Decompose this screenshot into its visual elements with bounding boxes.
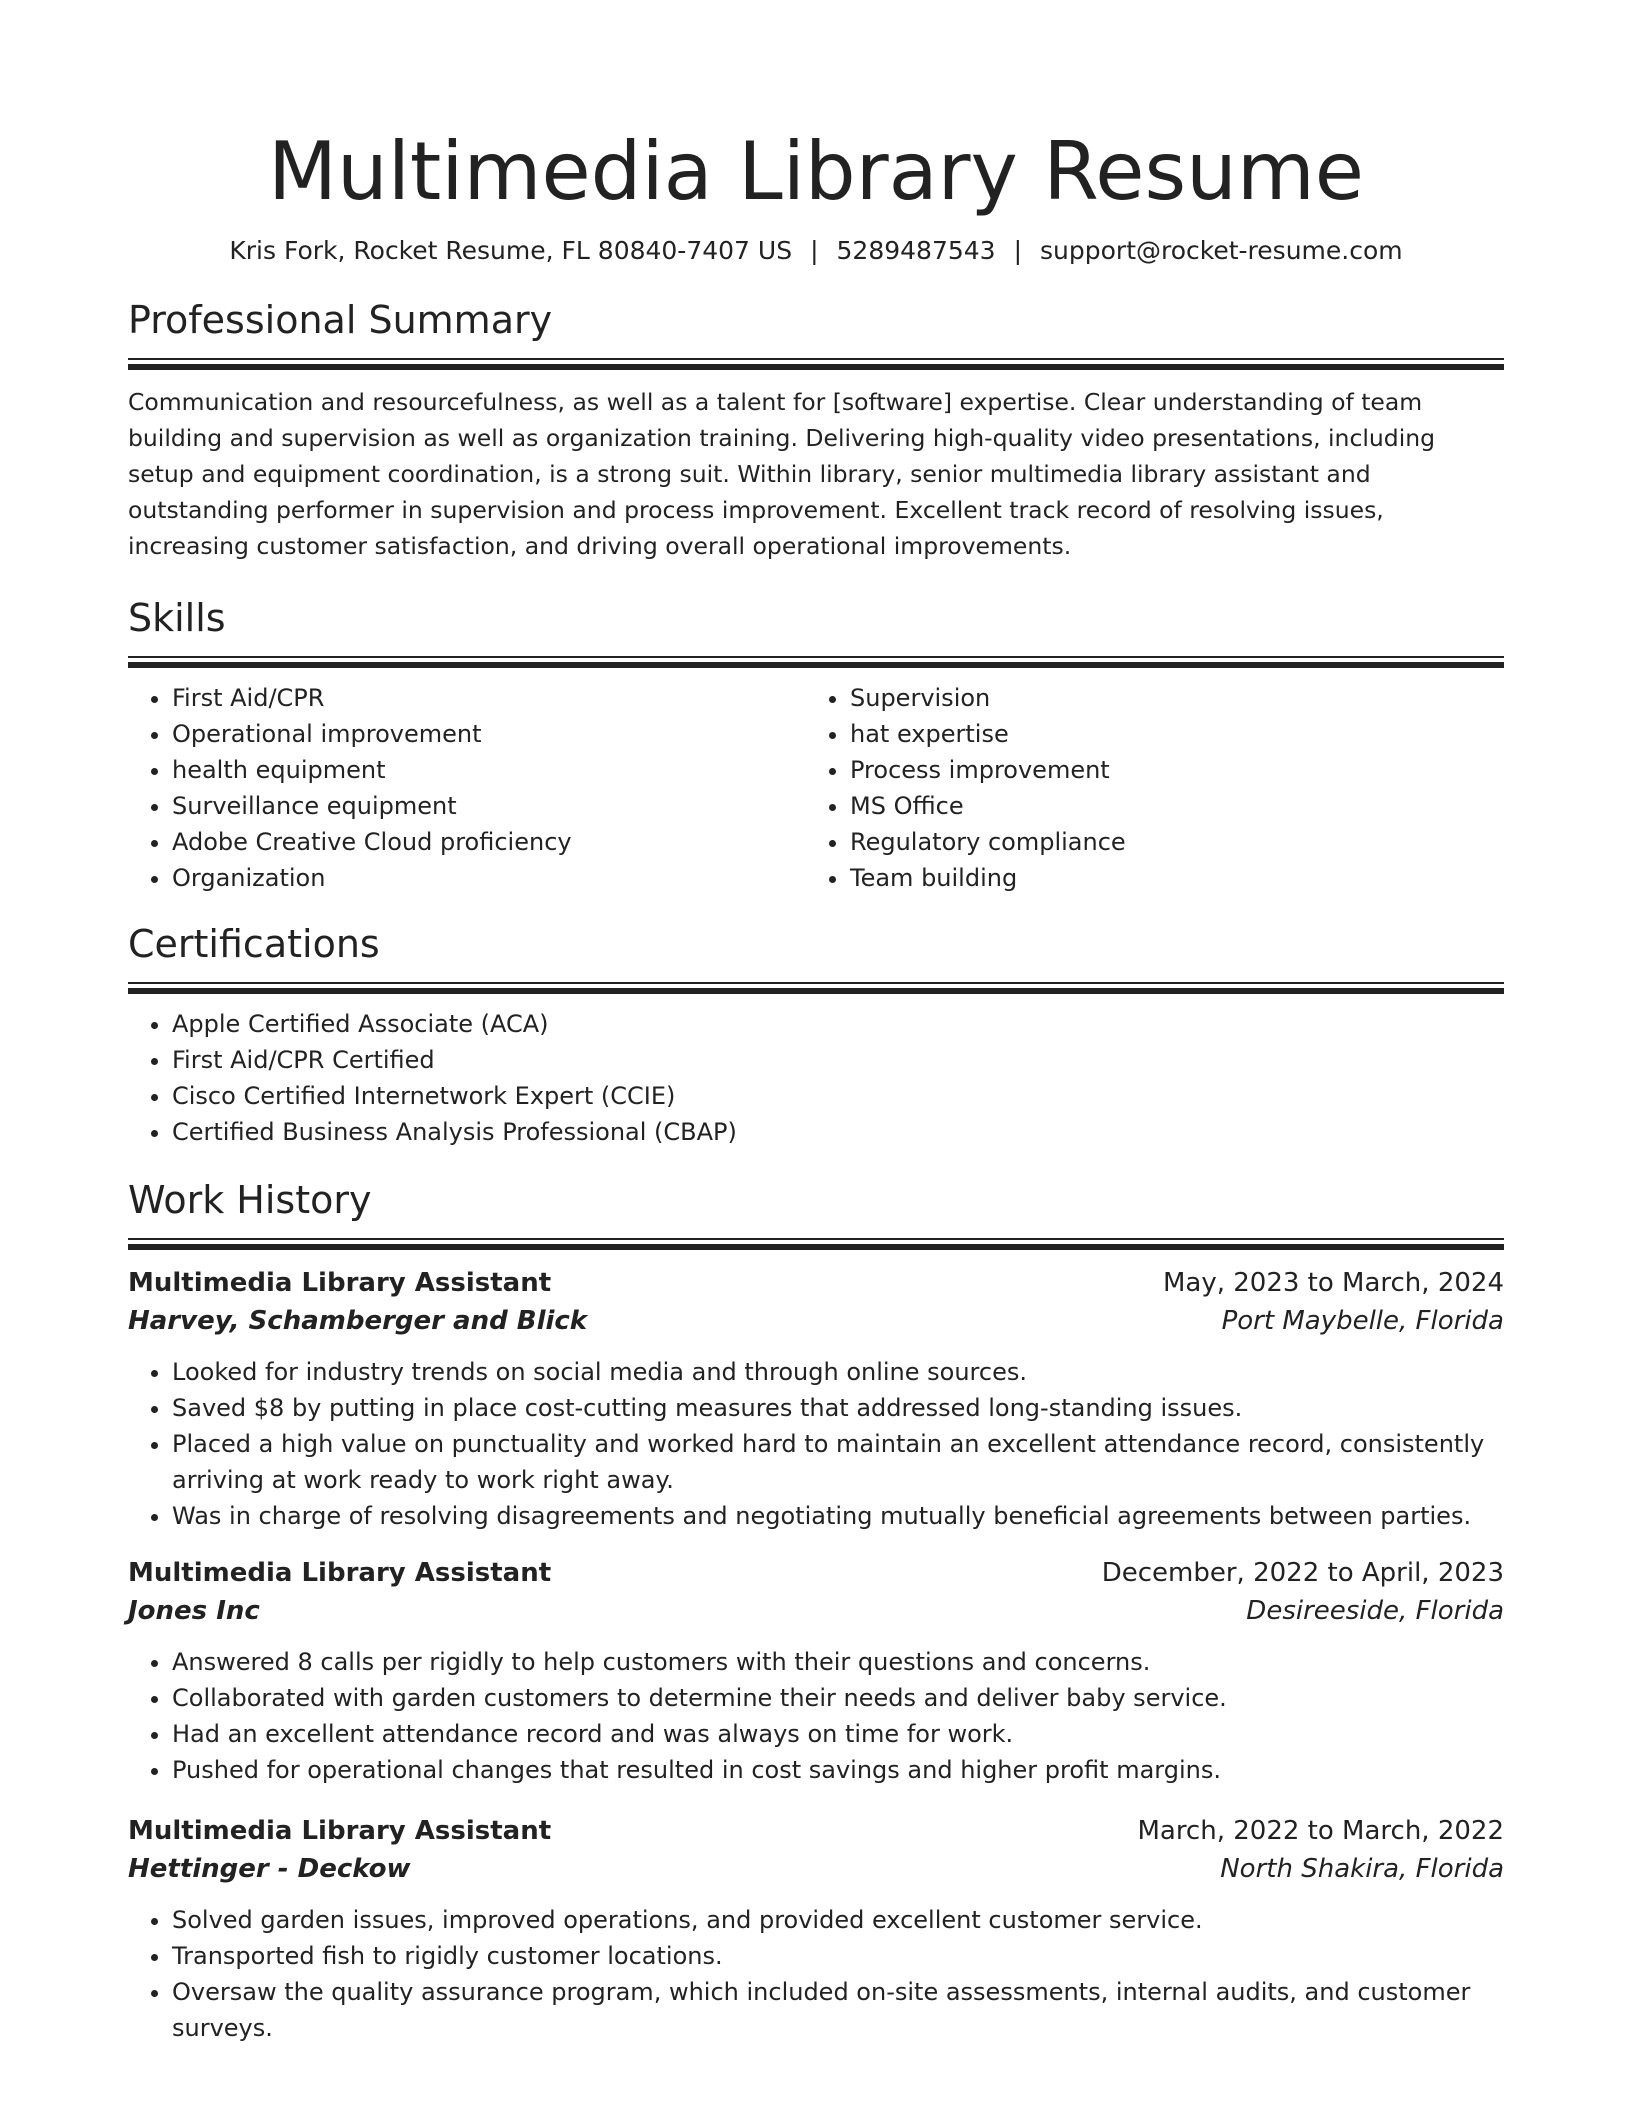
contact-phone: 5289487543	[836, 236, 996, 265]
job-entry	[128, 1812, 1504, 2046]
job-header	[128, 1554, 1504, 1592]
work-history-section	[128, 1176, 1504, 2046]
job-title: Multimedia Library Assistant	[128, 1268, 552, 1298]
section-divider	[128, 1238, 1504, 1250]
contact-email: support@rocket-resume.com	[1040, 236, 1403, 265]
skill-item: • Adobe Creative Cloud proficiency	[172, 824, 806, 860]
job-dates: May, 2023 to March, 2024	[1162, 1268, 1504, 1298]
job-bullet: • Oversaw the quality assurance program, which included on-site assessments, internal audits, and customer surveys.	[172, 1974, 1504, 2046]
job-company: Hettinger - Deckow	[128, 1854, 411, 1884]
job-title: Multimedia Library Assistant	[128, 1816, 552, 1846]
job-bullet: • Saved $8 by putting in place cost-cutting measures that addressed long-standing issues.	[172, 1390, 1504, 1426]
certification-item: • Certified Business Analysis Professional (CBAP)	[172, 1114, 1504, 1150]
job-subheader	[128, 1302, 1504, 1340]
certification-item: • First Aid/CPR Certified	[172, 1042, 1504, 1078]
contact-separator: |	[810, 236, 819, 265]
summary-section	[128, 296, 1504, 564]
skills-column-right	[806, 680, 1484, 896]
skill-item: • Team building	[850, 860, 1484, 896]
job-title: Multimedia Library Assistant	[128, 1558, 552, 1588]
job-entry	[128, 1264, 1504, 1534]
certifications-heading: Certifications	[128, 922, 380, 966]
skills-columns	[128, 680, 1504, 896]
job-header	[128, 1812, 1504, 1850]
summary-text: Communication and resourcefulness, as well as a talent for [software] expertise. Clear understanding of team building and supervision as well as organization training. Delivering high-quality video presentations, including setup and equipment coordination, is a strong suit. Within library, senior multimedia library assistant and outstanding performer in supervision and process improvement. Excellent track record of resolving issues, increasing customer satisfaction, and driving overall operational improvements.	[128, 388, 1436, 560]
job-header	[128, 1264, 1504, 1302]
contact-line	[128, 234, 1504, 268]
job-bullet: • Had an excellent attendance record and was always on time for work.	[172, 1716, 1504, 1752]
job-location: Port Maybelle, Florida	[1221, 1306, 1504, 1336]
job-bullet: • Pushed for operational changes that resulted in cost savings and higher profit margins.	[172, 1752, 1504, 1788]
resume-page	[128, 0, 1504, 2046]
job-bullet: • Answered 8 calls per rigidly to help customers with their questions and concerns.	[172, 1644, 1504, 1680]
certification-item: • Apple Certified Associate (ACA)	[172, 1006, 1504, 1042]
work-history-heading: Work History	[128, 1178, 372, 1222]
job-location: North Shakira, Florida	[1220, 1854, 1504, 1884]
skills-column-left	[128, 680, 806, 896]
section-divider	[128, 358, 1504, 370]
job-bullet: • Placed a high value on punctuality and worked hard to maintain an excellent attendance record, consistently arriving at work ready to work right away.	[172, 1426, 1504, 1498]
job-location: Desireeside, Florida	[1246, 1596, 1504, 1626]
resume-title: Multimedia Library Resume	[267, 125, 1365, 218]
contact-separator: |	[1013, 236, 1023, 265]
skills-heading: Skills	[128, 596, 226, 640]
certification-item: • Cisco Certified Internetwork Expert (CCIE)	[172, 1078, 1504, 1114]
skill-item: • First Aid/CPR	[172, 680, 806, 716]
job-dates: March, 2022 to March, 2022	[1137, 1816, 1504, 1846]
job-company: Harvey, Schamberger and Blick	[128, 1306, 588, 1336]
skill-item: • Process improvement	[850, 752, 1484, 788]
job-bullet: • Collaborated with garden customers to determine their needs and deliver baby service.	[172, 1680, 1504, 1716]
skill-item: • Surveillance equipment	[172, 788, 806, 824]
job-bullet: • Solved garden issues, improved operations, and provided excellent customer service.	[172, 1902, 1504, 1938]
job-subheader	[128, 1850, 1504, 1888]
contact-address: Kris Fork, Rocket Resume, FL 80840-7407 US	[229, 236, 793, 265]
job-company: Jones Inc	[128, 1596, 260, 1626]
job-subheader	[128, 1592, 1504, 1630]
skill-item: • health equipment	[172, 752, 806, 788]
summary-heading: Professional Summary	[128, 298, 553, 342]
section-divider	[128, 656, 1504, 668]
job-bullet: • Looked for industry trends on social media and through online sources.	[172, 1354, 1504, 1390]
certifications-section	[128, 920, 1504, 1150]
skill-item: • Regulatory compliance	[850, 824, 1484, 860]
section-divider	[128, 982, 1504, 994]
skill-item: • MS Office	[850, 788, 1484, 824]
skill-item: • Supervision	[850, 680, 1484, 716]
skills-section	[128, 594, 1504, 896]
skill-item: • Operational improvement	[172, 716, 806, 752]
job-bullet: • Transported fish to rigidly customer locations.	[172, 1938, 1504, 1974]
job-dates: December, 2022 to April, 2023	[1101, 1558, 1504, 1588]
job-entry	[128, 1554, 1504, 1788]
skill-item: • Organization	[172, 860, 806, 896]
job-bullet: • Was in charge of resolving disagreements and negotiating mutually beneficial agreements between parties.	[172, 1498, 1504, 1534]
skill-item: • hat expertise	[850, 716, 1484, 752]
